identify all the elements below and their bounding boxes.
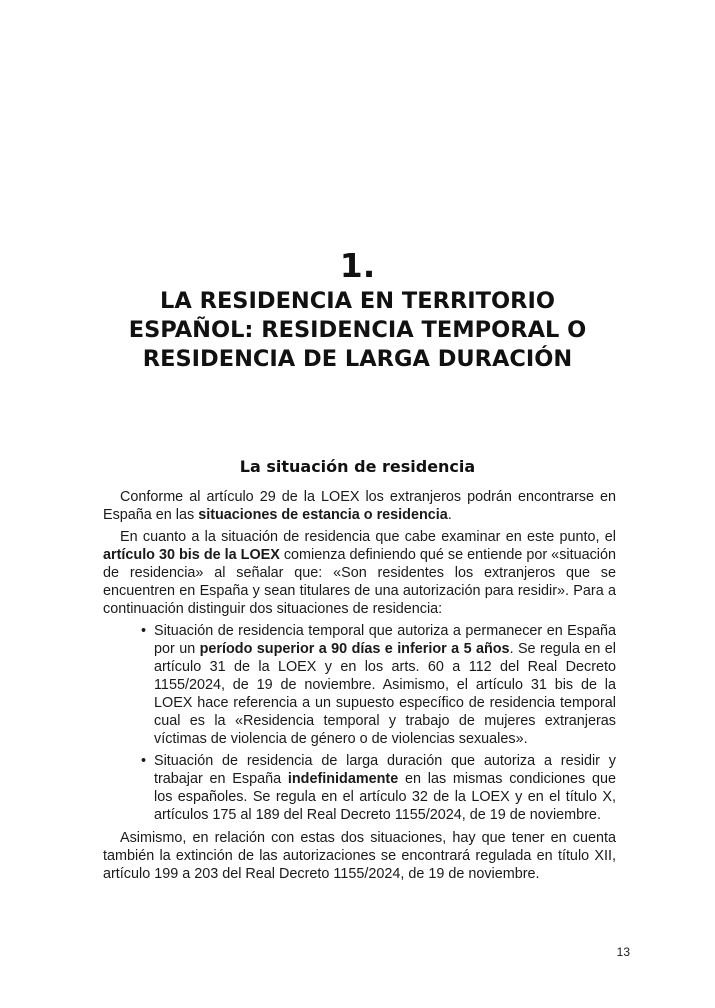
text-run: . — [447, 507, 452, 523]
section-title: La situación de residencia — [239, 457, 476, 476]
paragraph: Asimismo, en relación con estas dos situaciones, hay que tener en cuenta también la extinción de las autorizaciones se encontrará regulada en título XII, artículo 199 a 203 del Real Decreto 1155/2024, de 19 de noviembre. — [103, 830, 616, 882]
chapter-title-line: LA RESIDENCIA EN TERRITORIO — [160, 288, 555, 314]
text-run: Situación de residencia de larga duración que autoriza a residir y trabajar en España — [154, 753, 616, 787]
bold-text: situaciones de estancia o residencia — [198, 507, 448, 523]
paragraph — [103, 528, 616, 618]
bold-text: período superior a 90 días e inferior a 5 años — [199, 641, 510, 657]
chapter-title-line: RESIDENCIA DE LARGA DURACIÓN — [142, 346, 573, 372]
bullet-icon: • — [141, 753, 147, 769]
text-run: en las mismas condiciones que los españoles. Se regula en el artículo 32 de la LOEX y en el título X, artículos 175 al 189 del Real Decreto 1155/2024, de 19 de noviembre. — [154, 771, 616, 823]
bold-text: indefinidamente — [287, 771, 399, 787]
list-item — [141, 752, 616, 824]
text-run: Conforme al artículo 29 de la LOEX los extranjeros podrán encontrarse en España en las — [103, 489, 616, 523]
chapter-number: 1. — [339, 246, 376, 285]
text-run: Situación de residencia temporal que autoriza a permanecer en España por un — [154, 623, 616, 657]
body-text — [103, 488, 616, 883]
residence-situations-list — [103, 622, 616, 824]
paragraph — [103, 488, 616, 524]
text-run: . Se regula en el artículo 31 de la LOEX y en los arts. 60 a 112 del Real Decreto 1155/2024, de 19 de noviembre. Asimismo, el artículo 31 bis de la LOEX hace referencia a un supuesto específico de residencia temporal cual es la «Residencia temporal y trabajo de mujeres extranjeras víctimas de violencia de género o de violencias sexuales». — [154, 641, 616, 747]
chapter-title — [60, 287, 655, 374]
bold-text: artículo 30 bis de la LOEX — [103, 547, 280, 563]
bullet-icon: • — [141, 623, 147, 639]
chapter-title-line: ESPAÑOL: RESIDENCIA TEMPORAL O — [128, 317, 587, 343]
list-item — [141, 622, 616, 748]
text-run: comienza definiendo qué se entiende por «situación de residencia» al señalar que: «Son residentes los extranjeros que se encuentren en España y sean titulares de una autorización para residir». Para a continuación distinguir dos situaciones de residencia: — [103, 547, 616, 617]
page-number: 13 — [616, 945, 630, 959]
text-run: En cuanto a la situación de residencia que cabe examinar en este punto, el — [120, 529, 616, 545]
